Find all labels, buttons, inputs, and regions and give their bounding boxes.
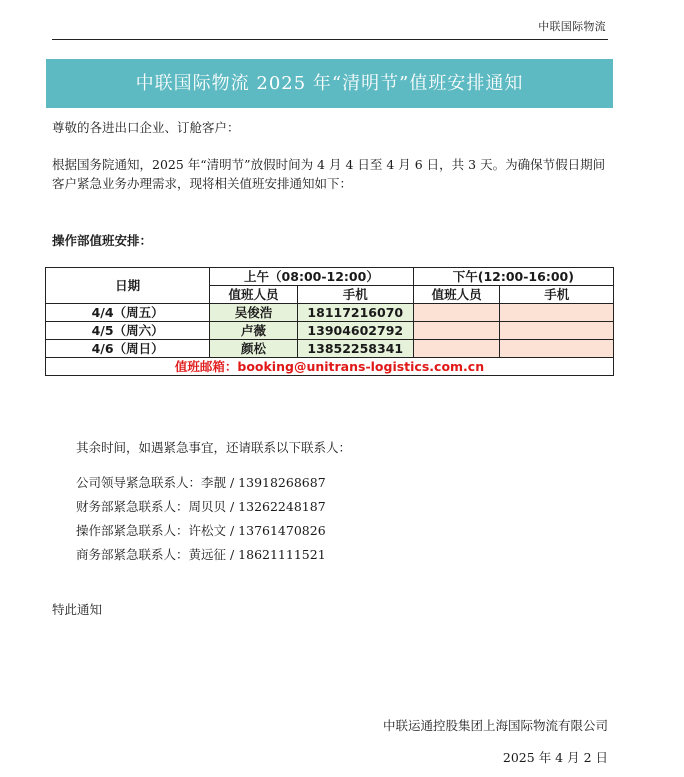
date-header: 日期: [46, 268, 210, 304]
list-item: 公司领导紧急联系人：李靓 / 13918268687: [76, 475, 326, 490]
contacts-intro: 其余时间，如遇紧急事宜，还请联系以下联系人：: [76, 440, 352, 455]
table-row: [46, 304, 614, 322]
closing-text: 特此通知: [52, 602, 103, 617]
list-item: 商务部紧急联系人：黄远征 / 18621111521: [76, 547, 326, 562]
salutation: 尊敬的各进出口企业、订舱客户：: [52, 120, 240, 135]
section-title: 操作部值班安排：: [52, 233, 153, 248]
pm-phone: [500, 340, 614, 358]
duty-email: 值班邮箱：booking@unitrans-logistics.com.cn: [46, 358, 614, 376]
am-phone: 18117216070: [297, 304, 413, 322]
table-row: [46, 322, 614, 340]
am-phone: 13904602792: [297, 322, 413, 340]
table-header-row: [46, 268, 614, 286]
header-divider: [52, 39, 608, 40]
pm-staff: [413, 322, 500, 340]
signature-date: 2025 年 4 月 2 日: [502, 750, 608, 765]
list-item: 操作部紧急联系人：许松文 / 13761470826: [76, 523, 326, 538]
am-staff: 吴俊浩: [210, 304, 298, 322]
pm-staff: [413, 340, 500, 358]
am-phone: 13852258341: [297, 340, 413, 358]
pm-staff: [413, 304, 500, 322]
row-date: 4/6（周日）: [46, 340, 210, 358]
table-row: [46, 340, 614, 358]
am-staff: 卢薇: [210, 322, 298, 340]
duty-schedule-table: [45, 267, 614, 376]
am-staff-header: 值班人员: [210, 286, 298, 304]
am-phone-header: 手机: [297, 286, 413, 304]
signature-company: 中联运通控股集团上海国际物流有限公司: [382, 718, 608, 733]
notice-title: 中联国际物流 2025 年“清明节”值班安排通知: [46, 59, 613, 108]
am-staff: 颜松: [210, 340, 298, 358]
emergency-contact-list: [76, 471, 326, 567]
email-row: [46, 358, 614, 376]
list-item: 财务部紧急联系人：周贝贝 / 13262248187: [76, 499, 326, 514]
pm-phone: [500, 322, 614, 340]
row-date: 4/4（周五）: [46, 304, 210, 322]
row-date: 4/5（周六）: [46, 322, 210, 340]
morning-header: 上午（08:00-12:00）: [210, 268, 414, 286]
pm-staff-header: 值班人员: [413, 286, 500, 304]
intro-paragraph: 根据国务院通知，2025 年“清明节”放假时间为 4 月 4 日至 4 月 6 日，共 3 天。为确保节假日期间客户紧急业务办理需求，现将相关值班安排通知如下：: [52, 157, 606, 191]
header-company-name: 中联国际物流: [538, 20, 606, 33]
afternoon-header: 下午(12:00-16:00): [413, 268, 613, 286]
pm-phone: [500, 304, 614, 322]
pm-phone-header: 手机: [500, 286, 614, 304]
